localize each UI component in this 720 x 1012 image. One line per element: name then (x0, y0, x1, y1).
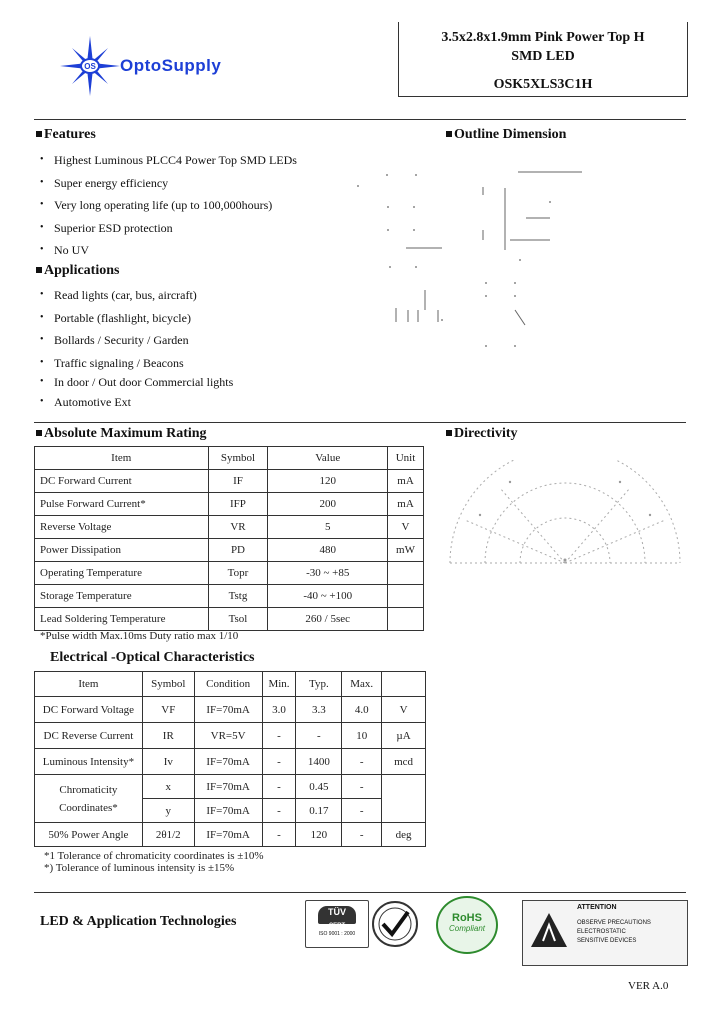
table-row: DC Forward Current IF 120 mA (35, 470, 424, 493)
table-row: Operating Temperature Topr -30 ~ +85 (35, 562, 424, 585)
list-item: • Traffic signaling / Beacons (40, 355, 400, 375)
outline-heading: Outline Dimension (446, 127, 566, 143)
applications-heading: Applications (36, 263, 119, 279)
rohs-sub: Compliant (448, 924, 485, 933)
table-row: Luminous Intensity* Iv IF=70mA - 1400 - mcd (35, 749, 426, 775)
rohs-label: RoHS (452, 912, 482, 924)
outline-drawing (350, 150, 600, 360)
features-heading: Features (36, 127, 96, 143)
brand-logo (60, 36, 280, 96)
list-item: • Super energy efficiency (40, 175, 400, 198)
iso-label: ISO 9001 : 2000 (318, 931, 356, 937)
list-item: • In door / Out door Commercial lights (40, 374, 400, 394)
svg-text:OS: OS (84, 62, 96, 71)
directivity-heading: Directivity (446, 426, 518, 442)
abs-max-heading: Absolute Maximum Rating (36, 426, 207, 442)
intensity-note: *) Tolerance of luminous intensity is ±15% (44, 862, 235, 874)
product-title: 3.5x2.8x1.9mm Pink Power Top H SMD LED (441, 30, 645, 64)
abs-max-note: *Pulse width Max.10ms Duty ratio max 1/10 (40, 630, 239, 642)
title-box (398, 22, 688, 97)
certified-check-icon (371, 900, 419, 948)
directivity-chart (440, 460, 690, 590)
features-list (40, 152, 400, 265)
rohs-badge (436, 896, 498, 954)
list-item: • Automotive Ext (40, 394, 400, 417)
company-name: LED & Application Technologies (40, 914, 237, 929)
brand-name: OptoSupply (120, 56, 222, 75)
table-row: Chromaticity Coordinates* x IF=70mA - 0.45 - (35, 775, 426, 799)
list-item: • Superior ESD protection (40, 220, 400, 243)
list-item: • Read lights (car, bus, aircraft) (40, 287, 400, 310)
attention-text: OBSERVE PRECAUTIONS ELECTROSTATIC SENSITIVE DEVICES (577, 920, 651, 944)
part-number: OSK5XLS3C1H (493, 77, 593, 92)
electro-optical-table (34, 671, 426, 847)
esd-warning-icon (529, 911, 569, 951)
tuv-label: TÜV (328, 907, 346, 917)
list-item: • No UV (40, 242, 400, 265)
list-item: • Highest Luminous PLCC4 Power Top SMD LEDs (40, 152, 400, 175)
table-header-row: Item Symbol Value Unit (35, 447, 424, 470)
abs-max-table (34, 446, 424, 631)
electro-optical-heading: Electrical -Optical Characteristics (50, 650, 255, 665)
applications-list (40, 287, 400, 417)
tuv-sub: CERT (328, 923, 346, 929)
esd-attention-box (522, 900, 688, 966)
attention-title: ATTENTION (577, 904, 617, 911)
divider-top (34, 119, 686, 120)
list-item: • Very long operating life (up to 100,000hours) (40, 197, 400, 220)
table-row: DC Forward Voltage VF IF=70mA 3.0 3.3 4.0 V (35, 697, 426, 723)
table-row: Lead Soldering Temperature Tsol 260 / 5sec (35, 608, 424, 631)
table-row: Pulse Forward Current* IFP 200 mA (35, 493, 424, 516)
chromaticity-note: *1 Tolerance of chromaticity coordinates is ±10% (44, 850, 264, 862)
list-item: • Portable (flashlight, bicycle) (40, 310, 400, 333)
version-label: VER A.0 (628, 980, 669, 992)
table-row: Storage Temperature Tstg -40 ~ +100 (35, 585, 424, 608)
table-row: y IF=70mA - 0.17 - (35, 799, 426, 823)
divider-bottom (34, 892, 686, 893)
table-header-row: Item Symbol Condition Min. Typ. Max. (35, 672, 426, 697)
table-row: Power Dissipation PD 480 mW (35, 539, 424, 562)
tuv-badge (305, 900, 369, 948)
list-item: • Bollards / Security / Garden (40, 332, 400, 355)
divider-mid (34, 422, 686, 423)
table-row: DC Reverse Current IR VR=5V - - 10 µA (35, 723, 426, 749)
table-row: 50% Power Angle 2θ1/2 IF=70mA - 120 - deg (35, 823, 426, 847)
table-row: Reverse Voltage VR 5 V (35, 516, 424, 539)
star-icon (60, 36, 120, 96)
